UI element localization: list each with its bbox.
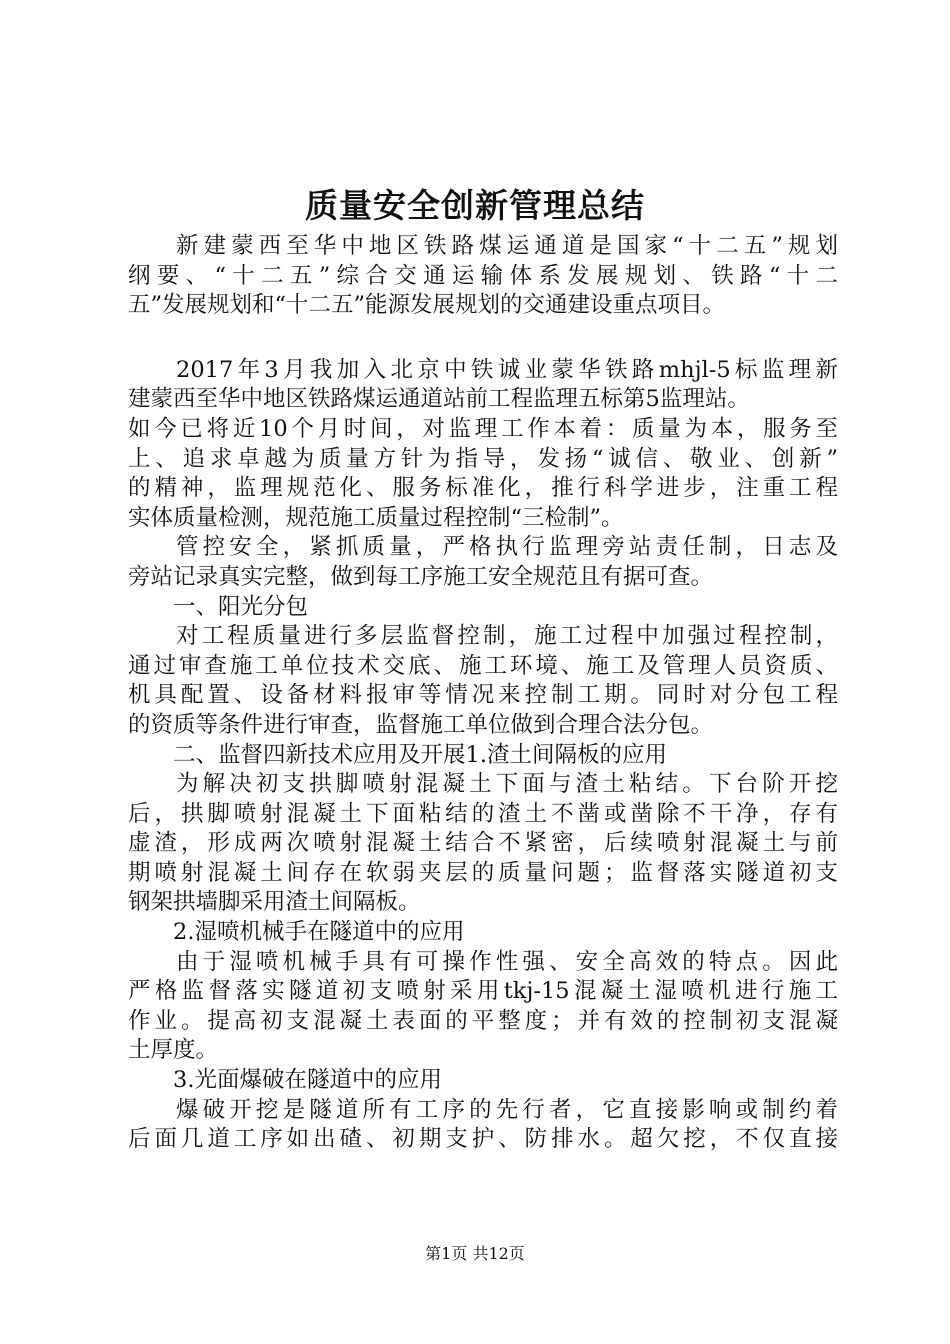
paragraph-gap <box>128 321 838 356</box>
text-line: 对工程质量进行多层监督控制，施工过程中加强过程控制， <box>176 623 838 650</box>
subsection-heading: 3.光面爆破在隧道中的应用 <box>173 1067 442 1094</box>
section-heading: 一、阳光分包 <box>173 593 309 620</box>
text-line: 建蒙西至华中地区铁路煤运通道站前工程监理五标第5监理站。 <box>128 386 750 413</box>
text-line: 爆破开挖是隧道所有工序的先行者，它直接影响或制约着 <box>176 1096 838 1123</box>
text-line: 实体质量检测，规范施工质量过程控制“三检制”。 <box>128 504 624 531</box>
text-line: 钢架拱墙脚采用渣土间隔板。 <box>128 889 421 916</box>
text-line: 如今已将近10个月时间，对监理工作本着：质量为本，服务至 <box>128 415 838 442</box>
text-line: 严格监督落实隧道初支喷射采用tkj-15混凝土湿喷机进行施工 <box>128 978 838 1005</box>
text-line: 五”发展规划和“十二五”能源发展规划的交通建设重点项目。 <box>128 292 726 319</box>
text-line: 后面几道工序如出碴、初期支护、防排水。超欠挖，不仅直接 <box>128 1126 838 1153</box>
text-line: 新建蒙西至华中地区铁路煤运通道是国家“十二五”规划 <box>176 233 838 259</box>
text-line: 土厚度。 <box>128 1037 219 1064</box>
text-line: 2017年3月我加入北京中铁诚业蒙华铁路mhjl-5标监理新 <box>176 356 838 383</box>
document-body <box>128 232 838 1155</box>
text-line: 旁站记录真实完整，做到每工序施工安全规范且有据可查。 <box>128 563 714 590</box>
text-line: 后，拱脚喷射混凝土下面粘结的渣土不凿或凿除不干净，存有 <box>128 800 838 827</box>
text-line: 期喷射混凝土间存在软弱夹层的质量问题；监督落实隧道初支 <box>128 859 838 886</box>
text-line: 上、追求卓越为质量方针为指导，发扬“诚信、敬业、创新” <box>128 445 838 472</box>
subsection-heading: 2.湿喷机械手在隧道中的应用 <box>173 919 465 946</box>
text-line: 通过审查施工单位技术交底、施工环境、施工及管理人员资质、 <box>128 652 838 679</box>
text-line: 机具配置、设备材料报审等情况来控制工期。同时对分包工程 <box>128 682 838 709</box>
text-line: 的资质等条件进行审查，监督施工单位做到合理合法分包。 <box>128 711 714 738</box>
text-line: 纲要、“十二五”综合交通运输体系发展规划、铁路“十二 <box>128 262 838 289</box>
text-line: 为解决初支拱脚喷射混凝土下面与渣土粘结。下台阶开挖 <box>176 771 838 798</box>
page-number: 第1页 共12页 <box>425 1244 525 1263</box>
text-line: 虚渣，形成两次喷射混凝土结合不紧密，后续喷射混凝土与前 <box>128 830 838 857</box>
text-line: 作业。提高初支混凝土表面的平整度；并有效的控制初支混凝 <box>128 1007 838 1034</box>
text-line: 管控安全，紧抓质量，严格执行监理旁站责任制，日志及 <box>176 534 838 561</box>
text-line: 的精神，监理规范化、服务标准化，推行科学进步，注重工程 <box>128 475 838 502</box>
section-heading: 二、监督四新技术应用及开展1.渣土间隔板的应用 <box>173 741 667 768</box>
text-line: 由于湿喷机械手具有可操作性强、安全高效的特点。因此 <box>176 948 838 975</box>
document-title: 质量安全创新管理总结 <box>305 186 645 225</box>
